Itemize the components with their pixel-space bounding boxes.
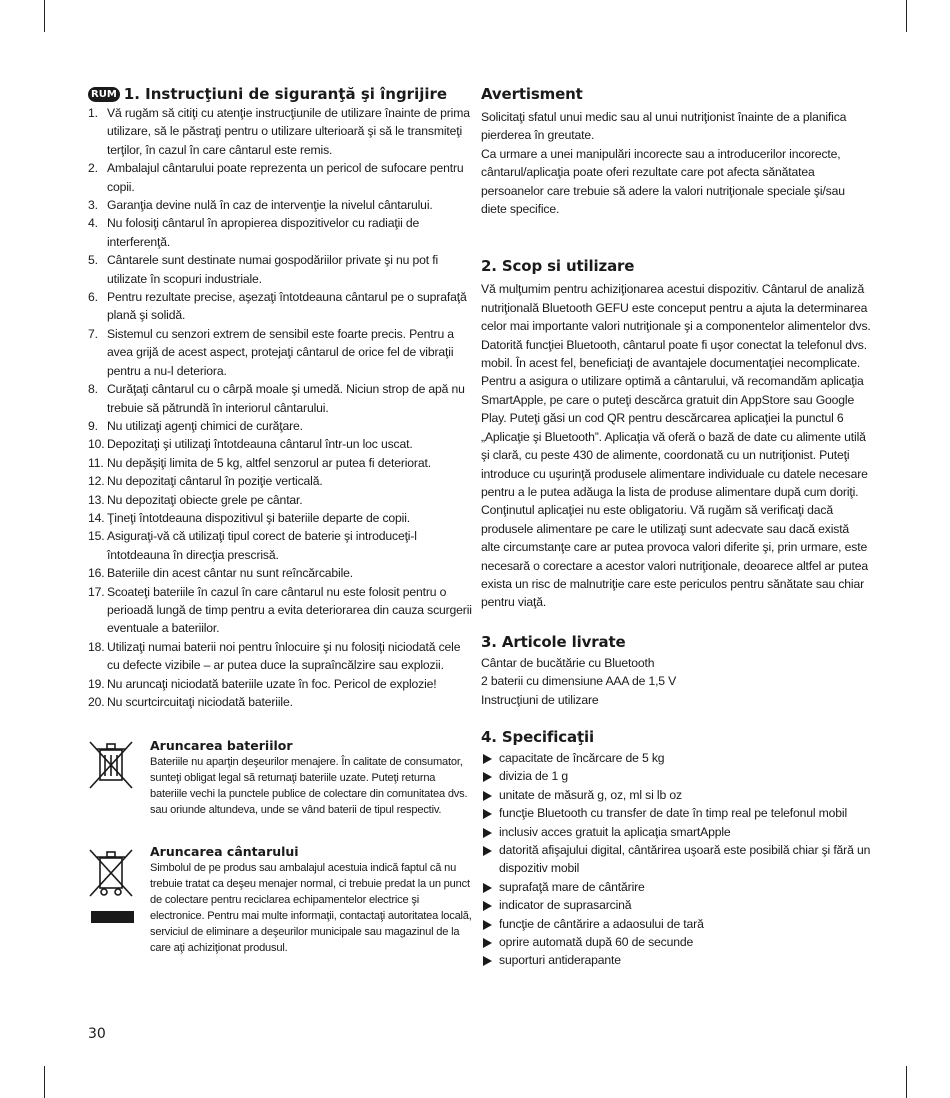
specs-list: [481, 749, 871, 970]
safety-item-text: Vă rugăm să citiţi cu atenţie instrucţiunile de utilizare înainte de prima utilizare, să le păstraţi pentru o utilizare ulterioară şi să le transmiteţi terţilor, în cazul în care cântarul este remis.: [107, 106, 470, 157]
spec-item-text: datorită afişajului digital, cântărirea uşoară este posibilă chiar şi fără un dispozitiv mobil: [499, 843, 871, 876]
safety-item-number: 3.: [88, 198, 98, 213]
safety-item: [88, 509, 472, 527]
safety-item-text: Pentru rezultate precise, aşezaţi întotdeauna cântarul pe o suprafaţă plană şi solidă.: [107, 290, 467, 323]
safety-item-text: Nu utilizaţi agenţi chimici de curăţare.: [107, 418, 303, 433]
safety-item: [88, 638, 472, 675]
safety-item-text: Scoateţi bateriile în cazul în care cântarul nu este folosit pentru o perioadă lungă de timp pentru a evita deteriorarea din cauza scurgerii eventuale a bateriilor.: [107, 584, 472, 636]
triangle-bullet-icon: [483, 772, 492, 782]
safety-title: 1. Instrucţiuni de siguranţă şi îngrijire: [123, 85, 448, 103]
triangle-bullet-icon: [483, 754, 492, 764]
spec-item-text: suporturi antiderapante: [499, 953, 621, 968]
spec-item: [481, 878, 871, 896]
crop-mark: [44, 1066, 45, 1098]
safety-item-number: 14.: [88, 510, 105, 525]
safety-item-text: Cântarele sunt destinate numai gospodăriilor private şi nu pot fi utilizate în scopuri industriale.: [107, 253, 439, 286]
safety-item-text: Nu depozitaţi obiecte grele pe cântar.: [107, 492, 303, 507]
safety-item: [88, 214, 472, 251]
spec-item-text: suprafaţă mare de cântărire: [499, 879, 645, 894]
safety-item-number: 5.: [88, 253, 98, 268]
safety-item: [88, 104, 472, 159]
safety-item: [88, 454, 472, 472]
triangle-bullet-icon: [483, 920, 492, 930]
safety-item: [88, 491, 472, 509]
spec-item: [481, 786, 871, 804]
spec-item: [481, 749, 871, 767]
safety-item-text: Nu scurtcircuitaţi niciodată bateriile.: [107, 695, 293, 709]
left-column: [88, 84, 472, 711]
spec-item-text: capacitate de încărcare de 5 kg: [499, 750, 665, 765]
spec-item-text: unitate de măsură g, oz, ml si lb oz: [499, 787, 682, 802]
safety-item-text: Sistemul cu senzori extrem de sensibil este foarte precis. Pentru a avea grijă de acest aspect, protejaţi cântarul de orice fel de vibraţii pentru a nu-l deteriora.: [107, 326, 454, 378]
disposal-batteries-text: Bateriile nu aparţin deşeurilor menajere. În calitate de consumator, sunteţi obligat legal să returnaţi bateriile uzate. Puteţi returna bateriile vechi la punctele publice de colectare din comunitatea dvs. sau oriunde altundeva, unde se vând baterii de tipul respectiv.: [150, 756, 468, 816]
purpose-section: [481, 256, 871, 611]
triangle-bullet-icon: [483, 956, 492, 966]
warning-section: [481, 84, 871, 218]
safety-item-number: 18.: [88, 639, 105, 654]
purpose-title: 2. Scop si utilizare: [481, 257, 635, 276]
safety-item: [88, 693, 472, 711]
safety-item: [88, 417, 472, 435]
safety-item: [88, 196, 472, 214]
safety-item-number: 15.: [88, 529, 105, 544]
spec-item-text: divizia de 1 g: [499, 769, 569, 784]
spec-item: [481, 933, 871, 951]
triangle-bullet-icon: [483, 883, 492, 893]
warning-paragraph-1: Solicitaţi sfatul unui medic sau al unui nutriţionist înainte de a planifica pierderea în greutate.: [481, 110, 847, 143]
spec-item: [481, 951, 871, 969]
safety-item-text: Asiguraţi-vă că utilizaţi tipul corect de baterie şi introduceţi-l întotdeauna în direcţia prescrisă.: [107, 529, 417, 562]
triangle-bullet-icon: [483, 846, 492, 856]
disposal-batteries-title: Aruncarea bateriilor: [150, 738, 293, 753]
safety-item: [88, 564, 472, 582]
safety-item-text: Nu depozitaţi cântarul în poziţie verticală.: [107, 474, 323, 489]
spec-item-text: funcţie Bluetooth cu transfer de date în timp real pe telefonul mobil: [499, 806, 848, 821]
safety-item-text: Utilizaţi numai baterii noi pentru înlocuire şi nu folosiţi niciodată cele cu defecte vizibile – ar putea duce la supraîncălzire sau explozii.: [107, 639, 461, 673]
spec-item-text: oprire automată după 60 de secunde: [499, 935, 694, 950]
page-number: 30: [88, 1026, 106, 1042]
delivered-line: 2 baterii cu dimensiune AAA de 1,5 V: [481, 674, 677, 689]
triangle-bullet-icon: [483, 828, 492, 838]
safety-item-number: 6.: [88, 290, 98, 305]
spec-item: [481, 841, 871, 878]
purpose-text: Vă mulţumim pentru achiziţionarea acestui dispozitiv. Cântarul de analiză nutriţională Bluetooth GEFU este conceput pentru a ajuta la determinarea celor mai importante valori nutriţionale şi a componentelor alimentelor dvs. Datorită funcţiei Bluetooth, cântarul poate fi uşor conectat la telefonul dvs. mobil. În acest fel, beneficiaţi de avantajele documentaţiei necomplicate. Pentru a asigura o utilizare optimă a cântarului, vă recomandăm aplicaţia SmartApple, pe care o puteţi descărca gratuit din AppStore sau Google Play. Puteţi găsi un cod QR pentru descărcarea aplicaţiei la punctul 6 „Aplicaţie şi Bluetooth”. Aplicaţia vă oferă o bază de date cu alimente utilă şi clară, cu peste 430 de alimente, coordonată cu un nutriţionist. Puteţi introduce cu uşurinţă produsele alimentare individuale cu datele necesare pentru a le putea adăuga la lista de produse alimentare după cum doriţi. Conţinutul aplicaţiei nu este obligatoriu. Vă rugăm să verificaţi dacă produsele alimentare pe care le utilizaţi sunt adecvate sau dacă există alte circumstanţe care ar putea provoca valori diferite şi, prin urmare, este necesară o corectare a acestor valori nutriţionale, deoarece altfel ar putea exista un risc de malnutriţie care este periculos pentru sănătate sau chiar pentru viaţă.: [481, 282, 871, 610]
safety-item-number: 8.: [88, 382, 98, 397]
safety-item-text: Nu depăşiţi limita de 5 kg, altfel senzorul ar putea fi deteriorat.: [107, 455, 431, 470]
safety-item-number: 13.: [88, 492, 105, 507]
safety-item-text: Bateriile din acest cântar nu sunt reîncărcabile.: [107, 566, 354, 581]
safety-item-number: 12.: [88, 474, 105, 489]
safety-item-text: Nu folosiţi cântarul în apropierea dispozitivelor cu radiaţii de interferenţă.: [107, 216, 420, 249]
crop-mark: [906, 1066, 907, 1098]
right-column: [481, 84, 871, 970]
safety-item: [88, 435, 472, 453]
safety-item-number: 11.: [88, 455, 104, 470]
triangle-bullet-icon: [483, 901, 492, 911]
spec-item: [481, 767, 871, 785]
safety-item-number: 2.: [88, 161, 98, 176]
safety-item-text: Garanţia devine nulă în caz de intervenţie la nivelul cântarului.: [107, 198, 433, 213]
safety-item-text: Ambalajul cântarului poate reprezenta un pericol de sufocare pentru copii.: [107, 161, 464, 194]
safety-item-number: 16.: [88, 566, 105, 581]
disposal-scale-title: Aruncarea cântarului: [150, 844, 299, 859]
crossed-bin-weee-icon: [88, 844, 134, 931]
safety-list: [88, 104, 472, 711]
safety-item-number: 10.: [88, 437, 105, 452]
safety-item: [88, 472, 472, 490]
specs-section: [481, 727, 871, 970]
safety-item-number: 4.: [88, 216, 98, 231]
safety-item-text: Nu aruncaţi niciodată bateriile uzate în foc. Pericol de explozie!: [107, 676, 437, 691]
specs-title: 4. Specificaţii: [481, 727, 594, 746]
delivered-line: Cântar de bucătărie cu Bluetooth: [481, 655, 655, 670]
triangle-bullet-icon: [483, 809, 492, 819]
safety-item: [88, 251, 472, 288]
safety-item: [88, 675, 472, 693]
safety-item-number: 9.: [88, 418, 98, 433]
spec-item-text: indicator de suprasarcină: [499, 898, 632, 913]
delivered-section: [481, 632, 871, 709]
safety-item: [88, 288, 472, 325]
safety-item: [88, 159, 472, 196]
safety-item: [88, 583, 472, 638]
delivered-line: Instrucţiuni de utilizare: [481, 692, 599, 707]
delivered-title: 3. Articole livrate: [481, 632, 626, 651]
triangle-bullet-icon: [483, 938, 492, 948]
spec-item: [481, 823, 871, 841]
safety-item-number: 7.: [88, 326, 98, 341]
disposal-scale-text: Simbolul de pe produs sau ambalajul acestuia indică faptul că nu trebuie tratat ca deşeu menajer normal, ci trebuie predat la un punct de colectare pentru reciclarea echipamentelor electrice şi electronice. Pentru mai multe informaţii, contactaţi autoritatea locală, serviciul de eliminare a deşeurilor municipale sau magazinul de la care aţi achiziţionat produsul.: [150, 862, 472, 954]
safety-item-text: Depozitaţi şi utilizaţi întotdeauna cântarul într-un loc uscat.: [107, 437, 413, 452]
safety-item-number: 20.: [88, 695, 105, 709]
safety-item-number: 19.: [88, 676, 105, 691]
safety-heading: [88, 84, 472, 104]
warning-paragraph-2: Ca urmare a unei manipulări incorecte sau a introducerilor incorecte, cântarul/aplicaţia poate oferi rezultate care pot afecta sănătatea persoanelor care trebuie să adere la valori nutriţionale speciale şi/sau diete specifice.: [481, 146, 845, 217]
language-badge: RUM: [88, 87, 120, 102]
spec-item-text: inclusiv acces gratuit la aplicaţia smartApple: [499, 824, 731, 839]
warning-title: Avertisment: [481, 85, 583, 103]
safety-item-text: Curăţaţi cântarul cu o cârpă moale şi umedă. Niciun strop de apă nu trebuie să pătrundă în interiorul cântarului.: [107, 382, 465, 415]
safety-item-number: 17.: [88, 584, 105, 599]
crossed-bin-icon: [88, 738, 134, 795]
spec-item: [481, 804, 871, 822]
crop-mark: [906, 0, 907, 32]
spec-item: [481, 915, 871, 933]
spec-item: [481, 896, 871, 914]
safety-item-number: 1.: [88, 106, 98, 120]
safety-item: [88, 325, 472, 380]
safety-item: [88, 380, 472, 417]
safety-item-text: Ţineţi întotdeauna dispozitivul şi bateriile departe de copii.: [107, 510, 411, 525]
crop-mark: [44, 0, 45, 32]
safety-item: [88, 527, 472, 564]
triangle-bullet-icon: [483, 791, 492, 801]
spec-item-text: funcţie de cântărire a adaosului de tară: [499, 916, 704, 931]
